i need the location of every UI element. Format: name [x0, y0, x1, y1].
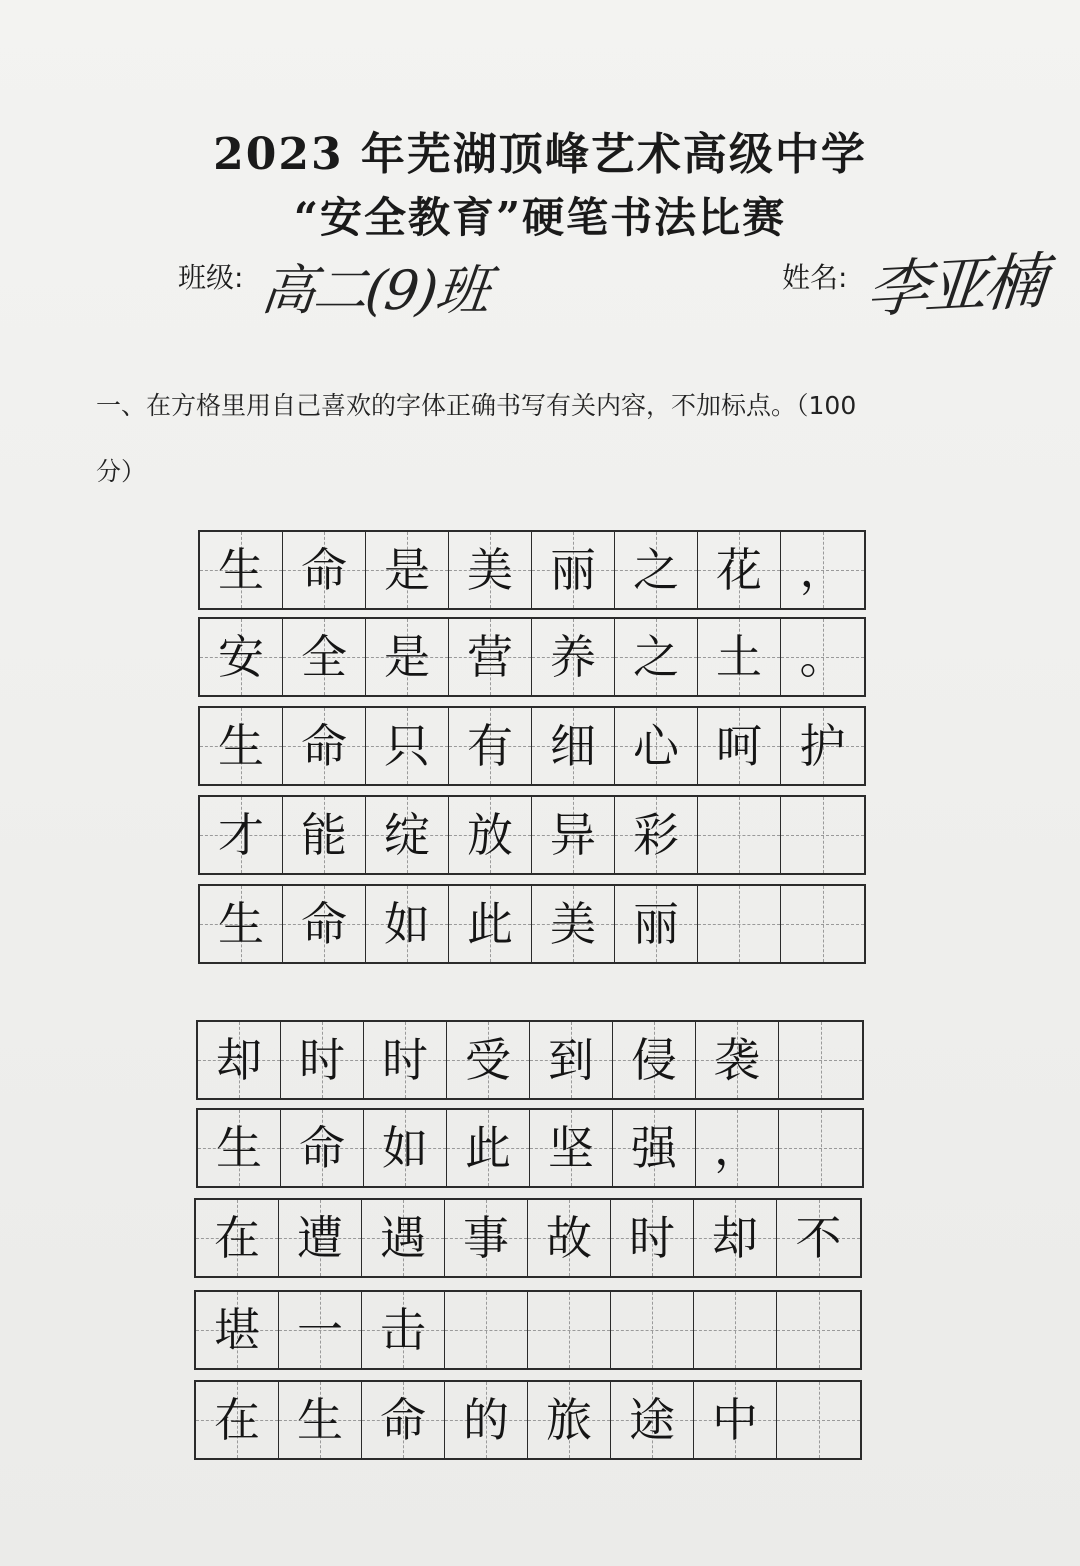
name-handwritten-value: 李亚楠: [863, 244, 1046, 327]
grid-cell: [366, 619, 449, 695]
grid-cell: [698, 797, 781, 873]
grid-cell: [366, 532, 449, 608]
grid-cell: [615, 797, 698, 873]
grid-cell: [613, 1022, 696, 1098]
handwritten-character: 之: [633, 543, 679, 597]
handwritten-character: 生: [216, 1121, 262, 1175]
grid-cell: [777, 1200, 860, 1276]
grid-cell: [781, 886, 864, 962]
grid-row: [194, 1198, 862, 1278]
handwritten-character: 受: [465, 1033, 511, 1087]
grid-cell: [449, 708, 532, 784]
handwritten-character: 命: [299, 1121, 345, 1175]
handwritten-character: 生: [218, 543, 264, 597]
grid-cell: [366, 708, 449, 784]
grid-cell: [532, 886, 615, 962]
grid-cell: [445, 1292, 528, 1368]
grid-cell: [445, 1200, 528, 1276]
handwritten-character: 才: [218, 808, 264, 862]
grid-cell: [698, 708, 781, 784]
grid-cell: [532, 619, 615, 695]
grid-cell: [283, 708, 366, 784]
grid-cell: [449, 886, 532, 962]
grid-row: [196, 1108, 864, 1188]
handwritten-character: 。: [799, 630, 846, 684]
grid-cell: [449, 619, 532, 695]
grid-cell: [283, 619, 366, 695]
handwritten-character: 营: [467, 630, 513, 684]
handwritten-character: 中: [712, 1393, 758, 1447]
handwritten-character: 有: [467, 719, 513, 773]
handwritten-character: 绽: [384, 808, 430, 862]
grid-cell: [694, 1200, 777, 1276]
grid-cell: [779, 1110, 862, 1186]
name-label: 姓名:: [782, 261, 848, 294]
grid-cell: [781, 619, 864, 695]
handwritten-character: 却: [712, 1211, 758, 1265]
grid-cell: [200, 708, 283, 784]
grid-cell: [366, 797, 449, 873]
handwritten-character: 命: [380, 1393, 426, 1447]
handwritten-character: 此: [467, 897, 513, 951]
handwritten-character: 异: [550, 808, 596, 862]
handwritten-character: 是: [384, 630, 430, 684]
grid-cell: [530, 1110, 613, 1186]
grid-cell: [445, 1382, 528, 1458]
handwritten-character: 时: [629, 1211, 675, 1265]
grid-cell: [362, 1382, 445, 1458]
instruction-line-1: 一、在方格里用自己喜欢的字体正确书写有关内容，不加标点。（100: [96, 391, 857, 420]
grid-cell: [698, 532, 781, 608]
handwritten-character: 命: [301, 719, 347, 773]
handwritten-character: 却: [216, 1033, 262, 1087]
handwritten-character: 花: [716, 543, 762, 597]
grid-cell: [611, 1292, 694, 1368]
class-label: 班级:: [178, 261, 244, 294]
handwritten-character: 生: [218, 719, 264, 773]
handwritten-character: 细: [550, 719, 596, 773]
grid-cell: [196, 1292, 279, 1368]
grid-cell: [615, 619, 698, 695]
grid-cell: [611, 1382, 694, 1458]
grid-row: [198, 884, 866, 964]
grid-cell: [530, 1022, 613, 1098]
handwritten-character: 一: [297, 1303, 343, 1357]
handwritten-character: 呵: [716, 719, 762, 773]
grid-cell: [694, 1382, 777, 1458]
grid-cell: [279, 1292, 362, 1368]
grid-cell: [528, 1292, 611, 1368]
grid-cell: [694, 1292, 777, 1368]
grid-row: [198, 795, 866, 875]
grid-cell: [200, 532, 283, 608]
grid-row: [194, 1290, 862, 1370]
grid-cell: [366, 886, 449, 962]
grid-row: [196, 1020, 864, 1100]
grid-cell: [283, 797, 366, 873]
grid-cell: [613, 1110, 696, 1186]
handwritten-character: 击: [380, 1303, 426, 1357]
grid-cell: [447, 1022, 530, 1098]
handwritten-character: 只: [384, 719, 430, 773]
grid-cell: [279, 1382, 362, 1458]
grid-cell: [698, 619, 781, 695]
grid-cell: [447, 1110, 530, 1186]
grid-cell: [196, 1382, 279, 1458]
grid-cell: [777, 1382, 860, 1458]
handwritten-character: 堪: [214, 1303, 260, 1357]
handwritten-character: 此: [465, 1121, 511, 1175]
handwritten-character: 土: [716, 630, 762, 684]
handwritten-character: 生: [297, 1393, 343, 1447]
handwritten-character: 丽: [550, 543, 596, 597]
handwritten-character: 时: [382, 1033, 428, 1087]
page-title: 2023 年芜湖顶峰艺术高级中学: [213, 129, 867, 180]
handwritten-character: 能: [301, 808, 347, 862]
grid-cell: [781, 532, 864, 608]
handwritten-character: 不: [795, 1211, 842, 1265]
grid-cell: [283, 886, 366, 962]
grid-cell: [196, 1200, 279, 1276]
grid-cell: [281, 1110, 364, 1186]
handwritten-character: 时: [299, 1033, 345, 1087]
grid-cell: [279, 1200, 362, 1276]
grid-cell: [615, 532, 698, 608]
handwritten-character: ，: [799, 543, 846, 597]
grid-cell: [364, 1022, 447, 1098]
grid-cell: [615, 886, 698, 962]
grid-cell: [779, 1022, 862, 1098]
handwritten-character: 如: [384, 897, 430, 951]
grid-cell: [449, 797, 532, 873]
grid-cell: [532, 708, 615, 784]
instruction-line-2: 分）: [96, 457, 147, 486]
grid-cell: [698, 886, 781, 962]
handwritten-character: 命: [301, 543, 347, 597]
handwritten-character: 全: [301, 630, 347, 684]
handwritten-character: 遭: [297, 1211, 343, 1265]
grid-cell: [198, 1022, 281, 1098]
grid-cell: [532, 797, 615, 873]
grid-cell: [696, 1022, 779, 1098]
handwritten-character: 遇: [380, 1211, 426, 1265]
handwritten-character: 到: [548, 1033, 594, 1087]
handwritten-character: 如: [382, 1121, 428, 1175]
handwritten-character: 在: [214, 1393, 260, 1447]
handwritten-character: 命: [301, 897, 347, 951]
handwritten-character: 美: [550, 897, 596, 951]
handwritten-character: 是: [384, 543, 430, 597]
grid-cell: [362, 1292, 445, 1368]
grid-cell: [696, 1110, 779, 1186]
handwritten-character: 护: [799, 719, 846, 773]
handwritten-character: 袭: [714, 1033, 760, 1087]
handwritten-character: 安: [218, 630, 264, 684]
handwritten-character: 途: [629, 1393, 675, 1447]
handwritten-character: ，: [714, 1121, 760, 1175]
handwritten-character: 心: [633, 719, 679, 773]
handwritten-character: 的: [463, 1393, 509, 1447]
grid-row: [198, 706, 866, 786]
grid-row: [198, 617, 866, 697]
handwritten-character: 坚: [548, 1121, 594, 1175]
grid-cell: [528, 1200, 611, 1276]
handwritten-character: 故: [546, 1211, 592, 1265]
handwritten-character: 侵: [631, 1033, 677, 1087]
grid-row: [194, 1380, 862, 1460]
grid-cell: [200, 886, 283, 962]
grid-cell: [200, 797, 283, 873]
grid-row: [198, 530, 866, 610]
handwritten-character: 之: [633, 630, 679, 684]
grid-cell: [781, 708, 864, 784]
grid-cell: [615, 708, 698, 784]
grid-cell: [281, 1022, 364, 1098]
grid-cell: [362, 1200, 445, 1276]
handwritten-character: 美: [467, 543, 513, 597]
handwritten-character: 强: [631, 1121, 677, 1175]
grid-cell: [781, 797, 864, 873]
grid-cell: [283, 532, 366, 608]
handwritten-character: 事: [463, 1211, 509, 1265]
handwritten-character: 旅: [546, 1393, 592, 1447]
grid-cell: [528, 1382, 611, 1458]
handwritten-character: 丽: [633, 897, 679, 951]
handwritten-character: 生: [218, 897, 264, 951]
grid-cell: [449, 532, 532, 608]
class-handwritten-value: 高二(9)班: [258, 259, 492, 322]
page-subtitle: “安全教育”硬笔书法比赛: [293, 193, 787, 242]
grid-cell: [198, 1110, 281, 1186]
handwritten-character: 养: [550, 630, 596, 684]
handwritten-character: 彩: [633, 808, 679, 862]
grid-cell: [777, 1292, 860, 1368]
grid-cell: [532, 532, 615, 608]
handwritten-character: 在: [214, 1211, 260, 1265]
handwritten-character: 放: [467, 808, 513, 862]
grid-cell: [200, 619, 283, 695]
grid-cell: [364, 1110, 447, 1186]
grid-cell: [611, 1200, 694, 1276]
